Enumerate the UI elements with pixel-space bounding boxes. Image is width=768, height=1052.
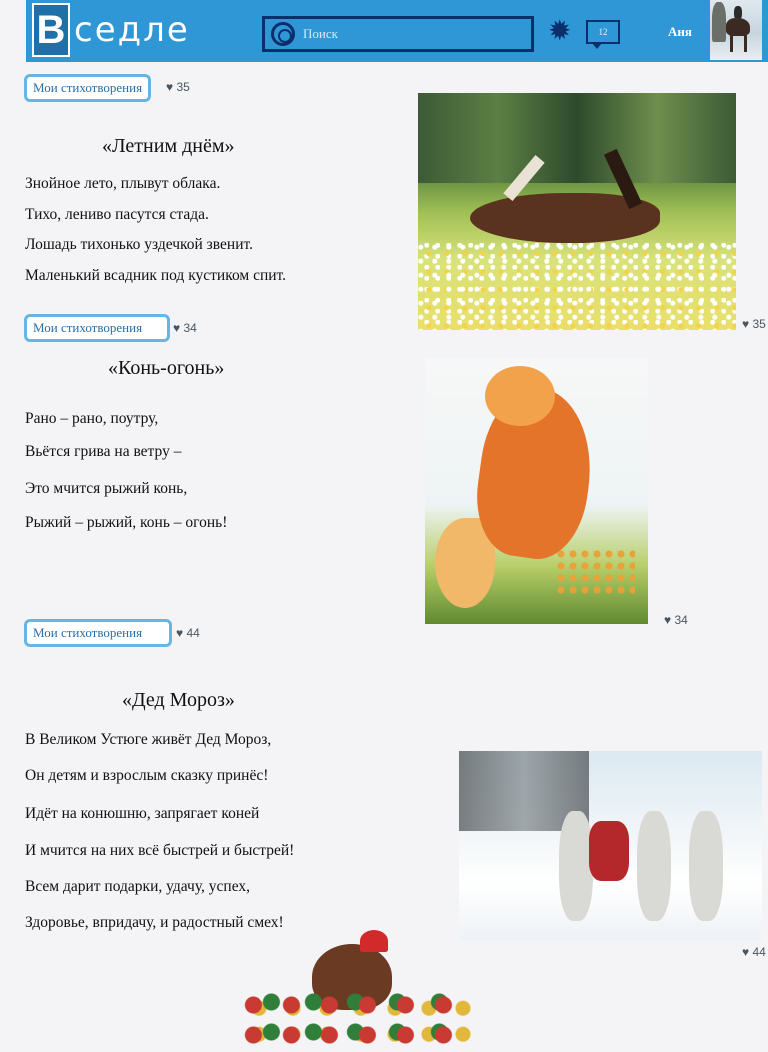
top-bar: [26, 0, 768, 62]
poem-line: Это мчится рыжий конь,: [25, 480, 188, 497]
poem-line: Здоровье, впридачу, и радостный смех!: [25, 914, 284, 931]
poem-line: Рыжий – рыжий, конь – огонь!: [25, 514, 228, 531]
poem-line: Тихо, лениво пасутся стада.: [25, 206, 209, 223]
post-image-fire-horse[interactable]: [425, 358, 648, 624]
avatar[interactable]: [710, 0, 762, 60]
settings-sun-icon[interactable]: ✹: [548, 16, 572, 47]
messages-icon[interactable]: [586, 20, 620, 44]
like-count[interactable]: ♥ 35: [166, 80, 190, 94]
poem-title: «Дед Мороз»: [122, 689, 235, 711]
poem-line: Лошадь тихонько уздечкой звенит.: [25, 236, 253, 253]
poem-line: И мчится на них всё быстрей и быстрей!: [25, 842, 295, 859]
decorative-christmas-horse: [242, 930, 472, 1052]
image-like-count[interactable]: ♥ 34: [664, 613, 688, 627]
like-count[interactable]: ♥ 44: [176, 626, 200, 640]
messages-count: 12: [598, 27, 608, 37]
like-count[interactable]: ♥ 34: [173, 321, 197, 335]
logo-letter: В: [32, 3, 70, 57]
poem-title: «Конь-огонь»: [108, 357, 225, 379]
logo-text: седле: [74, 10, 190, 50]
poem-line: Всем дарит подарки, удачу, успех,: [25, 878, 251, 895]
search-input[interactable]: [303, 26, 503, 42]
poem-line: Он детям и взрослым сказку принёс!: [25, 767, 269, 784]
username[interactable]: Аня: [668, 24, 692, 39]
poem-title: «Летним днём»: [102, 135, 235, 157]
my-poems-button[interactable]: Мои стихотворения: [24, 314, 170, 342]
my-poems-button[interactable]: Мои стихотворения: [24, 619, 172, 647]
site-logo[interactable]: [32, 0, 190, 60]
post-image-horse-meadow[interactable]: [418, 93, 736, 330]
poem-line: Маленький всадник под кустиком спит.: [25, 267, 287, 284]
my-poems-button[interactable]: Мои стихотворения: [24, 74, 151, 102]
search-icon[interactable]: [271, 22, 295, 46]
post-image-troika[interactable]: [459, 751, 762, 940]
image-like-count[interactable]: ♥ 35: [742, 317, 766, 331]
poem-line: В Великом Устюге живёт Дед Мороз,: [25, 731, 272, 748]
poem-line: Идёт на конюшню, запрягает коней: [25, 805, 260, 822]
poem-line: Вьётся грива на ветру –: [25, 443, 182, 460]
search-box[interactable]: [262, 16, 534, 52]
poem-line: Рано – рано, поутру,: [25, 410, 159, 427]
poem-line: Знойное лето, плывут облака.: [25, 175, 221, 192]
image-like-count[interactable]: ♥ 44: [742, 945, 766, 959]
